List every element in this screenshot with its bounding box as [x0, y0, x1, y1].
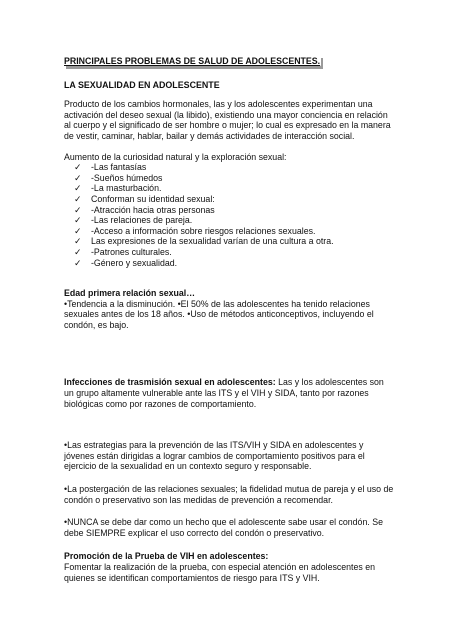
- list-item-text: -Género y sexualidad.: [91, 257, 178, 268]
- list-item: [74, 236, 394, 247]
- check-icon: ✓: [74, 215, 82, 226]
- promotion-text: Fomentar la realización de la prueba, con especial atención en adolescentes en quienes se identifican comportamientos de riesgo para ITS y VIH.: [64, 562, 376, 583]
- never-paragraph: •NUNCA se debe dar como un hecho que el adolescente sabe usar el condón. Se debe SIEMPRE explicar el uso correcto del condón o preservativo.: [64, 517, 383, 538]
- promotion-heading: Promoción de la Prueba de VIH en adolescentes:: [64, 551, 269, 562]
- check-icon: ✓: [74, 225, 82, 236]
- infections-text: Las y los adolescentes son un grupo altamente vulnerable ante las ITS y el VIH y SIDA, tanto por razones biológicas como por razones de comportamiento.: [64, 377, 384, 409]
- curiosity-lead: Aumento de la curiosidad natural y la exploración sexual:: [64, 151, 287, 162]
- list-item: [74, 226, 394, 237]
- list-item-text: Las expresiones de la sexualidad varían de una cultura a otra.: [91, 236, 334, 247]
- strategies-paragraph: •Las estrategias para la prevención de las ITS/VIH y SIDA en adolescentes y jóvenes están dirigidas a lograr cambios de comportamiento positivos para el ejercicio de la sexualidad en un contexto seguro y responsable.: [64, 440, 365, 472]
- checklist: [64, 162, 394, 268]
- infections-heading: Infecciones de trasmisión sexual en adolescentes:: [64, 377, 276, 388]
- document-title-box: [64, 56, 321, 68]
- list-item: [74, 258, 394, 269]
- document-title: PRINCIPALES PROBLEMAS DE SALUD DE ADOLESCENTES.: [64, 56, 321, 66]
- list-item-text: -Sueños húmedos: [91, 172, 163, 183]
- postpone-paragraph: •La postergación de las relaciones sexuales; la fidelidad mutua de pareja y el uso de condón o preservativo son las medidas de prevención a recomendar.: [64, 484, 394, 505]
- check-icon: ✓: [74, 183, 82, 194]
- list-item: [74, 173, 394, 184]
- check-icon: ✓: [74, 246, 82, 257]
- list-item: [74, 247, 394, 258]
- check-icon: ✓: [74, 236, 82, 247]
- document-page: [64, 56, 394, 583]
- list-item-text: Conforman su identidad sexual:: [91, 193, 215, 204]
- first-relation-heading: Edad primera relación sexual…: [64, 288, 196, 299]
- check-icon: ✓: [74, 172, 82, 183]
- list-item-text: -Patrones culturales.: [91, 246, 172, 257]
- list-item-text: -Las relaciones de pareja.: [91, 215, 193, 226]
- list-item: [74, 215, 394, 226]
- list-item-text: -La masturbación.: [91, 183, 162, 194]
- first-relation-text: •Tendencia a la disminución. •El 50% de las adolescentes ha tenido relaciones sexuales antes de los 18 años. •Uso de métodos anticonceptivos, incluyendo el condón, es bajo.: [64, 298, 374, 330]
- list-item-text: -Acceso a información sobre riesgos relaciones sexuales.: [91, 225, 316, 236]
- check-icon: ✓: [74, 162, 82, 173]
- list-item-text: -Atracción hacia otras personas: [91, 204, 215, 215]
- infections-paragraph: [64, 377, 394, 409]
- list-item-text: -Las fantasías: [91, 162, 147, 173]
- check-icon: ✓: [74, 193, 82, 204]
- list-item: [74, 205, 394, 216]
- list-item: [74, 183, 394, 194]
- list-item: [74, 162, 394, 173]
- section-heading: LA SEXUALIDAD EN ADOLESCENTE: [64, 79, 220, 90]
- check-icon: ✓: [74, 204, 82, 215]
- list-item: [74, 194, 394, 205]
- check-icon: ✓: [74, 257, 82, 268]
- intro-paragraph: Producto de los cambios hormonales, las y los adolescentes experimentan una activación del deseo sexual (la libido), existiendo una mayor conciencia en relación al cuerpo y el significado de ser hombre o mujer; lo cual es expresado en la manera de vestir, caminar, hablar, bailar y demás actividades de interacción social.: [64, 99, 391, 141]
